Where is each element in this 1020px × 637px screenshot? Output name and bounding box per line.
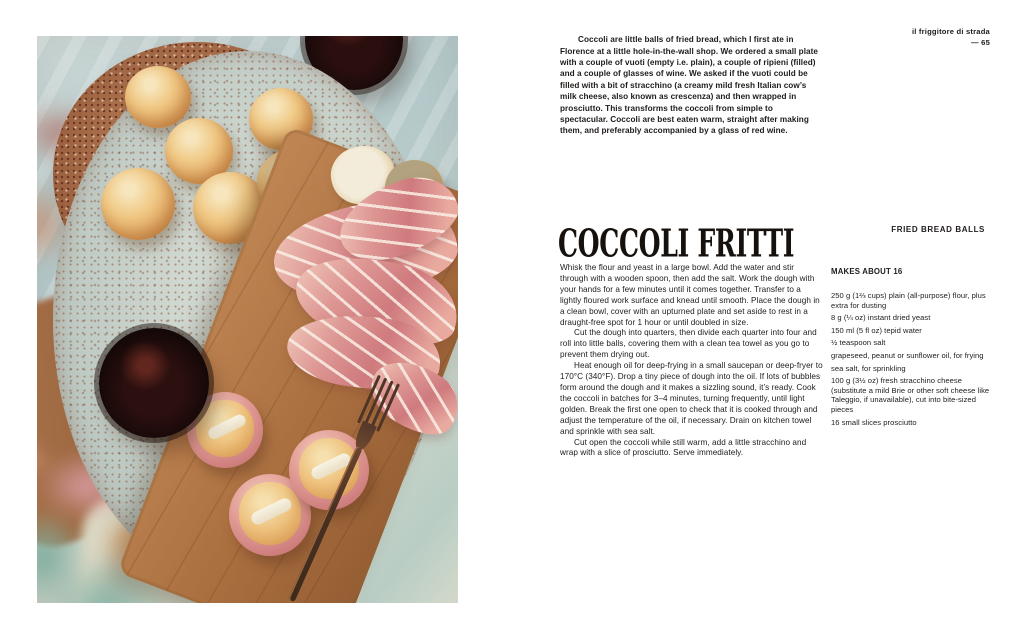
method-paragraph: Cut open the coccoli while still warm, add a little stracchino and wrap with a slice of prosciutto. Serve immediately. bbox=[560, 437, 807, 458]
ingredient-item: grapeseed, peanut or sunflower oil, for frying bbox=[831, 350, 984, 360]
ingredient-item: 250 g (1⅔ cups) plain (all-purpose) flour, plus extra for dusting bbox=[831, 291, 986, 310]
coccolo-ball bbox=[125, 66, 191, 128]
method-section bbox=[560, 263, 824, 459]
ingredient-item: 16 small slices prosciutto bbox=[831, 417, 917, 427]
ingredients-list bbox=[831, 291, 993, 430]
ingredient-item: 100 g (3½ oz) fresh stracchino cheese (substitute a mild Brie or other soft cheese like Taleggio, if unavailable), cut into bite-sized pieces bbox=[831, 376, 990, 414]
method-paragraph: Heat enough oil for deep-frying in a small saucepan or deep-fryer to 170°C (340°F). Drop a tiny piece of dough into the oil. If lots of bubbles form around the dough and it makes a sizzling sound, it’s ready. Cook the coccoli in batches for 3–4 minutes, turning frequently, until light golden. Break the first one open to check that it is cooked through and adjust the temperature of the oil, if necessary. Drain on kitchen towel and sprinkle with sea salt. bbox=[560, 361, 823, 436]
recipe-photo bbox=[37, 36, 458, 603]
recipe-intro: Coccoli are little balls of fried bread, which I first ate in Florence at a little hole-in-the-wall shop. We ordered a small plate with a couple of vuoti (empty i.e. plain), a couple of ripieni (filled) and a couple of glasses of wine. We asked if the vuoti could be filled with a bit of stracchino (a creamy mild fresh Italian cow’s milk cheese, also known as crescenza) and then wrapped in prosciutto. This transforms the coccoli from simple to spectacular. Coccoli are best eaten warm, straight after making them, and preferably accompanied by a glass of red wine. bbox=[560, 35, 819, 136]
chapter-name: il friggitore di strada bbox=[911, 27, 990, 36]
ingredient-item: 150 ml (5 fl oz) tepid water bbox=[831, 325, 922, 335]
method-paragraph: Whisk the flour and yeast in a large bowl. Add the water and stir through with a wooden spoon, then add the salt. Work the dough with your hands for a few minutes until it comes together. Transfer to a lightly floured work surface and knead until smooth. Place the dough in a clean bowl, cover with an upturned plate and set aside to rest in a draught-free spot for 1 hour or until doubled in size. bbox=[560, 263, 820, 327]
recipe-title: COCCOLI FRITTI bbox=[558, 219, 795, 266]
ingredient-item: ½ teaspoon salt bbox=[831, 338, 886, 348]
ingredient-item: sea salt, for sprinkling bbox=[831, 363, 906, 373]
ingredient-item: 8 g (¼ oz) instant dried yeast bbox=[831, 313, 931, 323]
running-header bbox=[912, 27, 990, 48]
page-number: — 65 bbox=[971, 37, 990, 47]
yield-label: MAKES ABOUT 16 bbox=[831, 267, 903, 276]
method-paragraph: Cut the dough into quarters, then divide each quarter into four and roll into little balls, covering them with a clean tea towel as you go to prevent them drying out. bbox=[560, 328, 817, 360]
wine-glass-left bbox=[99, 328, 209, 438]
coccolo-ball bbox=[101, 168, 175, 240]
recipe-subtitle: FRIED BREAD BALLS bbox=[891, 225, 985, 234]
